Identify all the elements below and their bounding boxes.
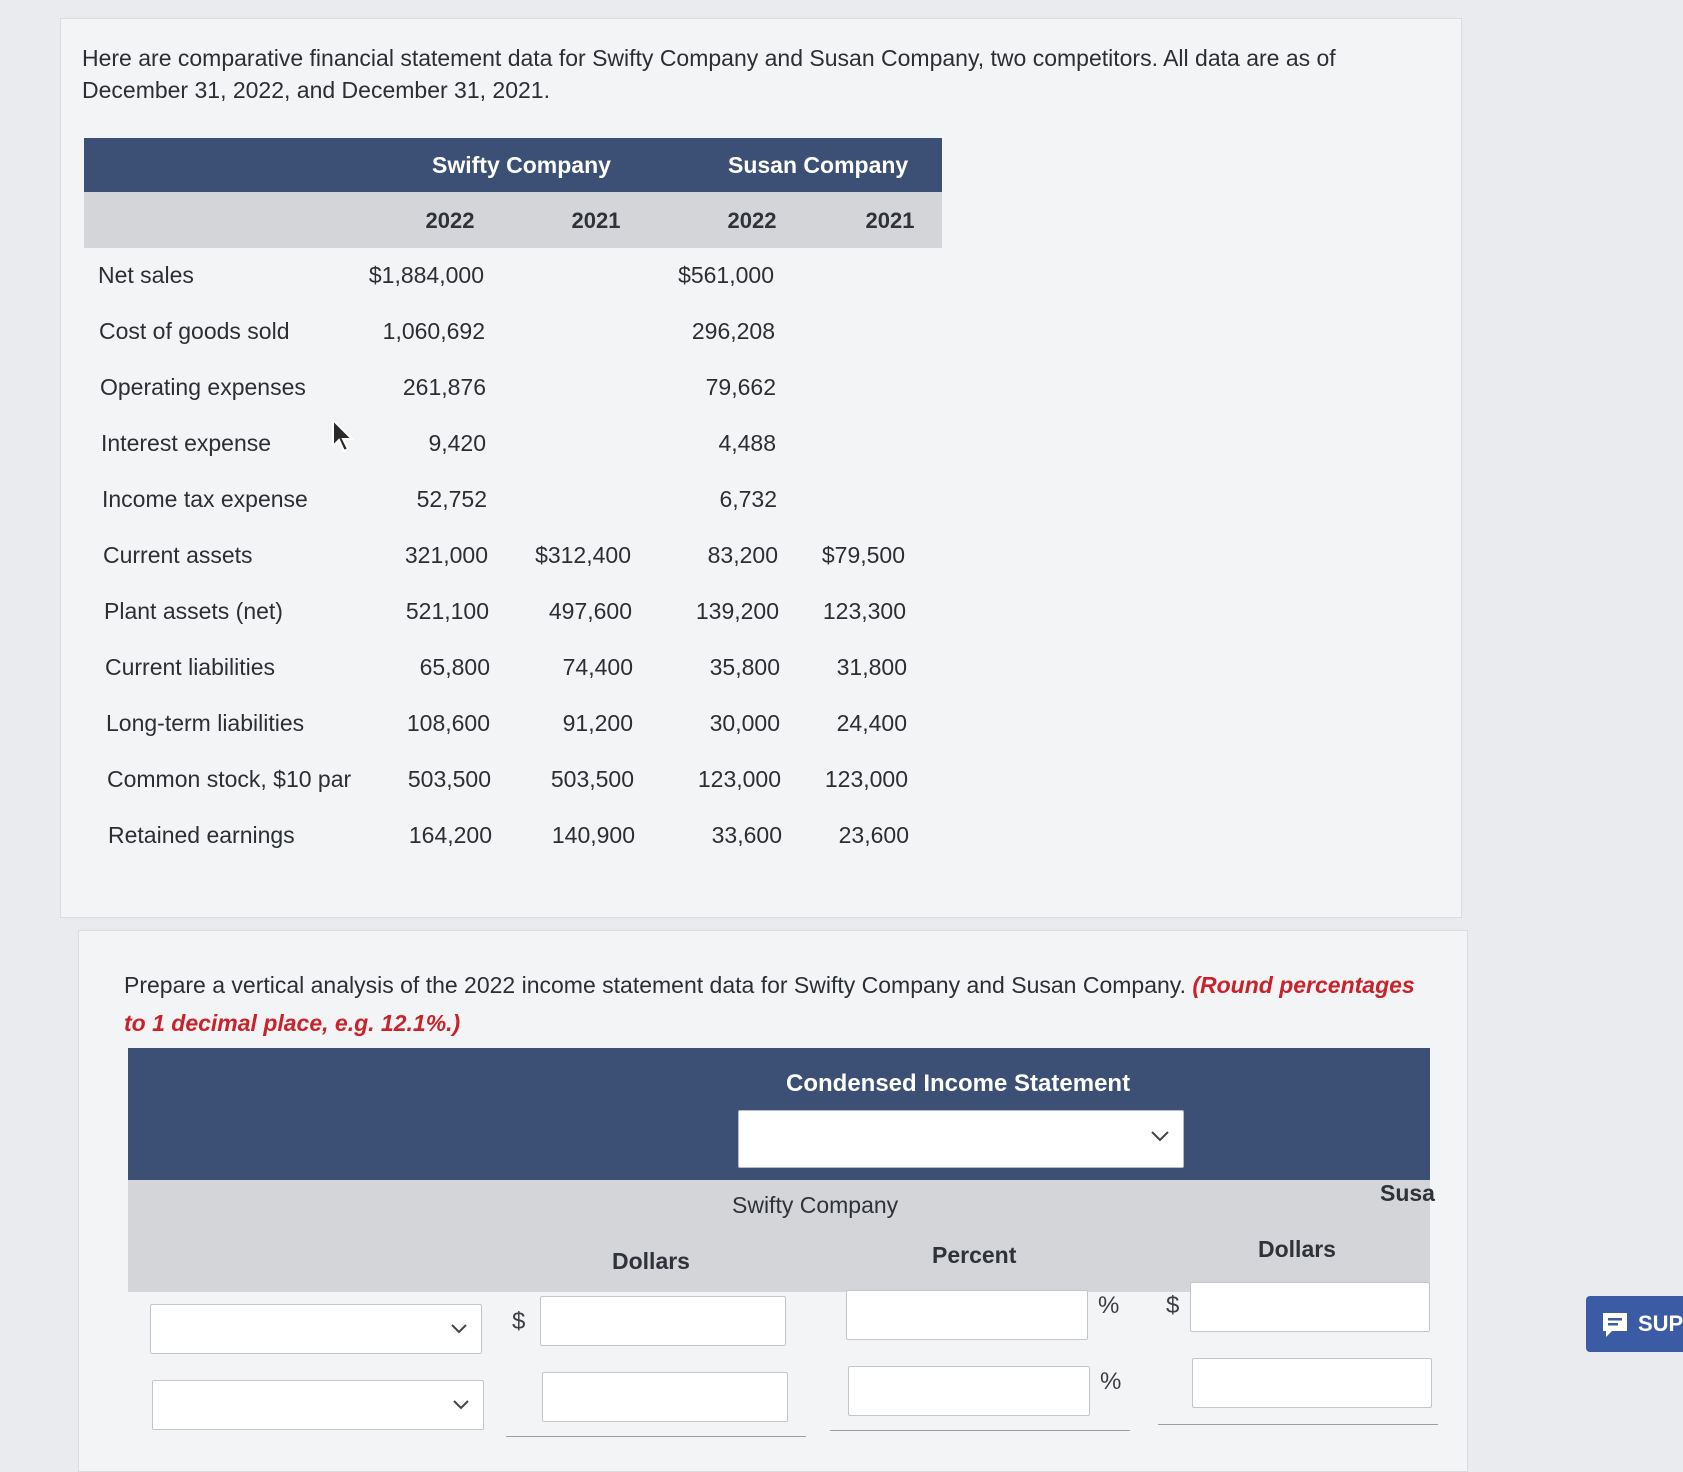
dollar-sign: $ <box>1166 1292 1180 1319</box>
dollars-column-heading: Dollars <box>612 1248 690 1274</box>
income-statement-title: Condensed Income Statement <box>786 1070 1131 1097</box>
cell-value: 6,732 <box>719 486 777 512</box>
table-row <box>84 416 942 472</box>
cell-value: 108,600 <box>406 710 490 736</box>
cell-value: 74,400 <box>562 654 633 680</box>
dollar-sign: $ <box>512 1308 526 1335</box>
data-table-body <box>84 248 942 864</box>
cell-value: 503,500 <box>407 766 491 792</box>
cell-value: 91,200 <box>562 710 633 736</box>
chevron-down-icon <box>1147 1123 1173 1149</box>
cell-value: 1,060,692 <box>382 318 485 344</box>
swifty-dollars-input[interactable] <box>542 1372 788 1422</box>
swifty-dollars-input[interactable] <box>540 1296 786 1346</box>
percent-sign: % <box>1100 1368 1122 1395</box>
cell-value: 9,420 <box>428 430 486 456</box>
table-row <box>84 360 942 416</box>
cell-value: 261,876 <box>402 374 486 400</box>
table-row <box>84 584 942 640</box>
cell-value: 65,800 <box>419 654 490 680</box>
year-heading: 2021 <box>571 208 621 233</box>
chat-bubble-icon <box>1600 1310 1630 1340</box>
cell-value: 35,800 <box>709 654 780 680</box>
company-period-select[interactable] <box>738 1110 1184 1168</box>
year-heading: 2021 <box>865 208 915 233</box>
income-statement-subheader <box>128 1180 1435 1292</box>
swifty-company-label: Swifty Company <box>732 1192 899 1218</box>
instruction-text <box>124 966 1424 1042</box>
cell-value: 123,000 <box>697 766 781 792</box>
subtotal-underline <box>830 1430 1130 1431</box>
line-item-select[interactable] <box>150 1304 482 1354</box>
cell-value: $1,884,000 <box>368 262 484 288</box>
cell-value: 31,800 <box>836 654 907 680</box>
chevron-down-icon <box>449 1393 473 1417</box>
table-row <box>84 528 942 584</box>
cell-value: 4,488 <box>718 430 776 456</box>
row-label: Retained earnings <box>108 822 295 848</box>
table-row <box>84 304 942 360</box>
susan-dollars-column-heading: Dollars <box>1258 1236 1336 1262</box>
chevron-down-icon <box>447 1317 471 1341</box>
susan-dollars-input[interactable] <box>1190 1282 1430 1332</box>
income-statement-table <box>128 1048 1435 1292</box>
table-row <box>84 808 942 864</box>
mouse-cursor-icon <box>331 418 357 454</box>
percent-sign: % <box>1098 1292 1120 1319</box>
year-header-row <box>84 192 942 248</box>
table-row <box>84 248 942 304</box>
table-row <box>84 696 942 752</box>
row-label: Current liabilities <box>105 654 276 680</box>
susan-company-label: Susa <box>1380 1180 1435 1206</box>
percent-column-heading: Percent <box>932 1242 1017 1268</box>
row-label: Long-term liabilities <box>106 710 305 736</box>
swifty-percent-input[interactable] <box>848 1366 1090 1416</box>
cell-value: 296,208 <box>691 318 775 344</box>
row-label: Net sales <box>98 262 194 288</box>
support-label: SUP <box>1638 1311 1683 1336</box>
cell-value: 521,100 <box>405 598 489 624</box>
cell-value: 140,900 <box>551 822 635 848</box>
cell-value: 123,300 <box>822 598 906 624</box>
cell-value: 139,200 <box>695 598 779 624</box>
income-statement-header <box>128 1048 1430 1180</box>
table-row <box>84 752 942 808</box>
cell-value: $561,000 <box>678 262 774 288</box>
company-header-row <box>84 138 942 192</box>
cell-value: 83,200 <box>707 542 778 568</box>
instruction-main: Prepare a vertical analysis of the 2022 income statement data for Swifty Company and Susan Company. <box>124 972 1186 998</box>
swifty-company-heading: Swifty Company <box>432 152 611 178</box>
cell-value: 52,752 <box>416 486 487 512</box>
susan-company-heading: Susan Company <box>728 152 909 178</box>
cell-value: 497,600 <box>548 598 632 624</box>
rounding-note: (Round percentages to 1 decimal place, e.g. 12.1%.) <box>124 972 1415 1036</box>
cell-value: $312,400 <box>535 542 631 568</box>
cell-value: 321,000 <box>404 542 488 568</box>
cell-value: $79,500 <box>821 542 905 568</box>
cell-value: 503,500 <box>550 766 634 792</box>
row-label: Operating expenses <box>100 374 306 400</box>
intro-text: Here are comparative financial statement data for Swifty Company and Susan Company, two competitors. All data are as of December 31, 2022, and December 31, 2021. <box>82 45 1336 103</box>
year-heading: 2022 <box>727 208 777 233</box>
cell-value: 123,000 <box>824 766 908 792</box>
row-label: Plant assets (net) <box>104 598 283 624</box>
row-label: Cost of goods sold <box>99 318 290 344</box>
subtotal-underline <box>506 1436 806 1437</box>
row-label: Interest expense <box>101 430 272 456</box>
support-button[interactable] <box>1586 1296 1683 1352</box>
row-label: Income tax expense <box>102 486 308 512</box>
cell-value: 24,400 <box>836 710 907 736</box>
line-item-select[interactable] <box>152 1380 484 1430</box>
cell-value: 79,662 <box>705 374 776 400</box>
subtotal-underline <box>1158 1424 1438 1425</box>
row-label: Current assets <box>103 542 253 568</box>
row-label: Common stock, $10 par <box>107 766 352 792</box>
swifty-percent-input[interactable] <box>846 1290 1088 1340</box>
year-heading: 2022 <box>425 208 475 233</box>
table-row <box>84 472 942 528</box>
comparative-data-table <box>84 138 942 864</box>
table-row <box>84 640 942 696</box>
cell-value: 30,000 <box>709 710 780 736</box>
cell-value: 33,600 <box>711 822 782 848</box>
cell-value: 164,200 <box>408 822 492 848</box>
cell-value: 23,600 <box>838 822 909 848</box>
susan-dollars-input[interactable] <box>1192 1358 1432 1408</box>
